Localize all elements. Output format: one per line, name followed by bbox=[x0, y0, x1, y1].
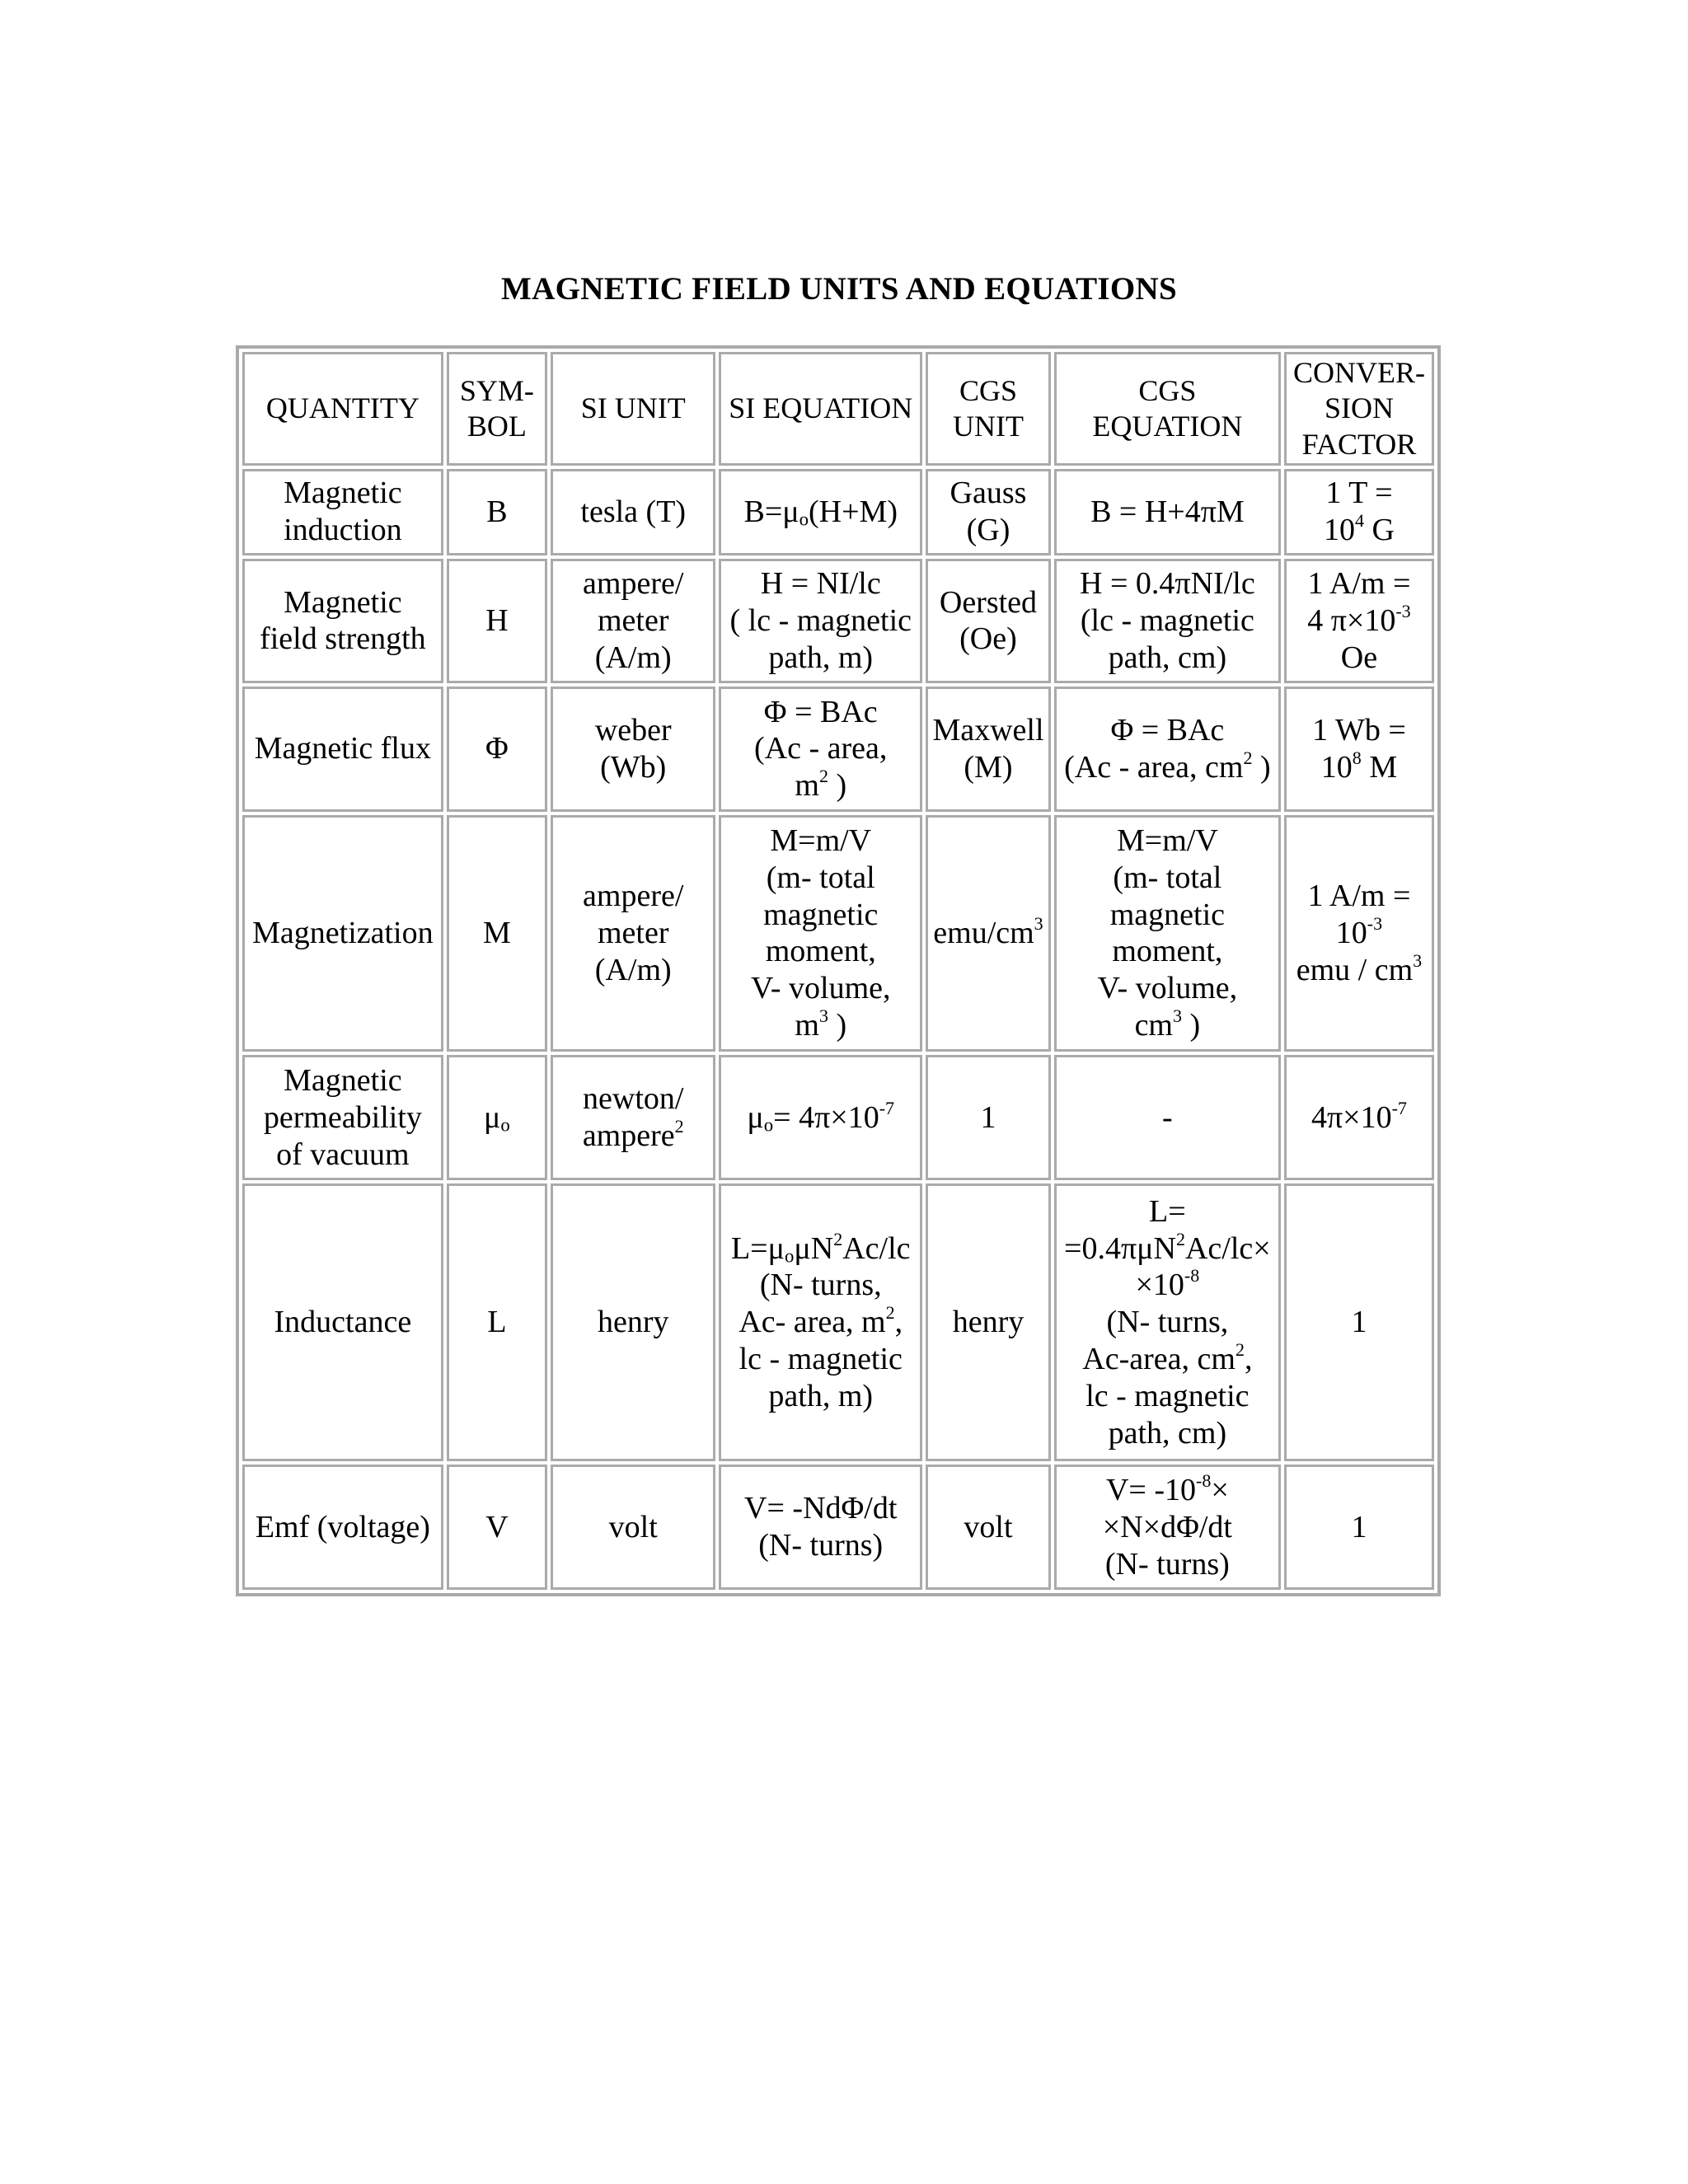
cgs-unit-cell: 1 bbox=[926, 1055, 1051, 1180]
quantity-cell: Magnetic induction bbox=[242, 469, 443, 555]
cgs-equation-cell: Φ = BAc (Ac - area, $cm^2$ ) bbox=[1054, 687, 1281, 812]
table-row bbox=[242, 469, 1434, 555]
header-symbol: SYM- BOL bbox=[447, 352, 547, 466]
cgs-unit-cell: Maxwell (M) bbox=[926, 687, 1051, 812]
si-equation-cell: $L=\mu_o\mu N^2Ac/lc$ (N- turns, Ac- area, $m^2$, lc - magnetic path, m) bbox=[719, 1183, 922, 1462]
header-quantity: QUANTITY bbox=[242, 352, 443, 466]
si-unit-cell: volt bbox=[551, 1465, 715, 1590]
table-row bbox=[242, 815, 1434, 1052]
cgs-equation-cell: B = H+4πM bbox=[1054, 469, 1281, 555]
header-si-unit: SI UNIT bbox=[551, 352, 715, 466]
cgs-unit-cell: Gauss (G) bbox=[926, 469, 1051, 555]
quantity-cell: Inductance bbox=[242, 1183, 443, 1462]
table-row bbox=[242, 1183, 1434, 1462]
symbol-cell: M bbox=[447, 815, 547, 1052]
header-row bbox=[242, 352, 1434, 466]
conversion-cell: 1 A/m = 4 $\pi\times 10^{-3}$ Oe bbox=[1284, 559, 1434, 684]
conversion-cell: $4\pi\times 10^{-7}$ bbox=[1284, 1055, 1434, 1180]
si-unit-cell: weber (Wb) bbox=[551, 687, 715, 812]
si-unit-cell: newton/ ampere$^2$ bbox=[551, 1055, 715, 1180]
cgs-unit-cell: emu/$cm^3$ bbox=[926, 815, 1051, 1052]
conversion-cell: 1 T = $10^4$ G bbox=[1284, 469, 1434, 555]
cgs-unit-cell: henry bbox=[926, 1183, 1051, 1462]
symbol-cell: Φ bbox=[447, 687, 547, 812]
cgs-equation-cell: - bbox=[1054, 1055, 1281, 1180]
conversion-cell: 1 bbox=[1284, 1465, 1434, 1590]
si-equation-cell: $B=\mu_o(H+M)$ bbox=[719, 469, 922, 555]
cgs-equation-cell: M=m/V (m- total magnetic moment, V- volume, $cm^3$ ) bbox=[1054, 815, 1281, 1052]
table-row bbox=[242, 559, 1434, 684]
table-row bbox=[242, 687, 1434, 812]
si-unit-cell: henry bbox=[551, 1183, 715, 1462]
si-equation-cell: M=m/V (m- total magnetic moment, V- volume, $m^3$ ) bbox=[719, 815, 922, 1052]
conversion-cell: 1 bbox=[1284, 1183, 1434, 1462]
si-unit-cell: ampere/ meter (A/m) bbox=[551, 559, 715, 684]
quantity-cell: Emf (voltage) bbox=[242, 1465, 443, 1590]
si-equation-cell: $\mu_o= 4\pi\times 10^{-7}$ bbox=[719, 1055, 922, 1180]
header-si-equation: SI EQUATION bbox=[719, 352, 922, 466]
quantity-cell: Magnetization bbox=[242, 815, 443, 1052]
symbol-cell: V bbox=[447, 1465, 547, 1590]
symbol-cell: L bbox=[447, 1183, 547, 1462]
table-row bbox=[242, 1465, 1434, 1590]
header-cgs-equation: CGS EQUATION bbox=[1054, 352, 1281, 466]
si-unit-cell: ampere/ meter (A/m) bbox=[551, 815, 715, 1052]
symbol-cell: $\mu_o$ bbox=[447, 1055, 547, 1180]
page-title: MAGNETIC FIELD UNITS AND EQUATIONS bbox=[501, 271, 1177, 307]
table-row bbox=[242, 1055, 1434, 1180]
header-conversion-factor: CONVER- SION FACTOR bbox=[1284, 352, 1434, 466]
symbol-cell: H bbox=[447, 559, 547, 684]
si-unit-cell: tesla (T) bbox=[551, 469, 715, 555]
cgs-equation-cell: L= =0.4πμN$^2$Ac/lc× $\times 10^{-8}$ (N- turns, Ac-area, $cm^2$, lc - magnetic path, cm) bbox=[1054, 1183, 1281, 1462]
si-equation-cell: H = NI/lc ( lc - magnetic path, m) bbox=[719, 559, 922, 684]
conversion-cell: 1 Wb = $10^8$ M bbox=[1284, 687, 1434, 812]
cgs-unit-cell: volt bbox=[926, 1465, 1051, 1590]
header-cgs-unit: CGS UNIT bbox=[926, 352, 1051, 466]
units-table bbox=[239, 349, 1437, 1593]
si-equation-cell: V= -NdΦ/dt (N- turns) bbox=[719, 1465, 922, 1590]
quantity-cell: Magnetic permeability of vacuum bbox=[242, 1055, 443, 1180]
conversion-cell: 1 A/m = $10^{-3}$ emu / $cm^3$ bbox=[1284, 815, 1434, 1052]
quantity-cell: Magnetic flux bbox=[242, 687, 443, 812]
symbol-cell: B bbox=[447, 469, 547, 555]
si-equation-cell: Φ = BAc (Ac - area, $m^2$ ) bbox=[719, 687, 922, 812]
cgs-unit-cell: Oersted (Oe) bbox=[926, 559, 1051, 684]
cgs-equation-cell: H = 0.4πNI/lc (lc - magnetic path, cm) bbox=[1054, 559, 1281, 684]
quantity-cell: Magnetic field strength bbox=[242, 559, 443, 684]
units-table-frame bbox=[236, 345, 1441, 1596]
cgs-equation-cell: $V= -10^{-8}\times$ ×N×dΦ/dt (N- turns) bbox=[1054, 1465, 1281, 1590]
